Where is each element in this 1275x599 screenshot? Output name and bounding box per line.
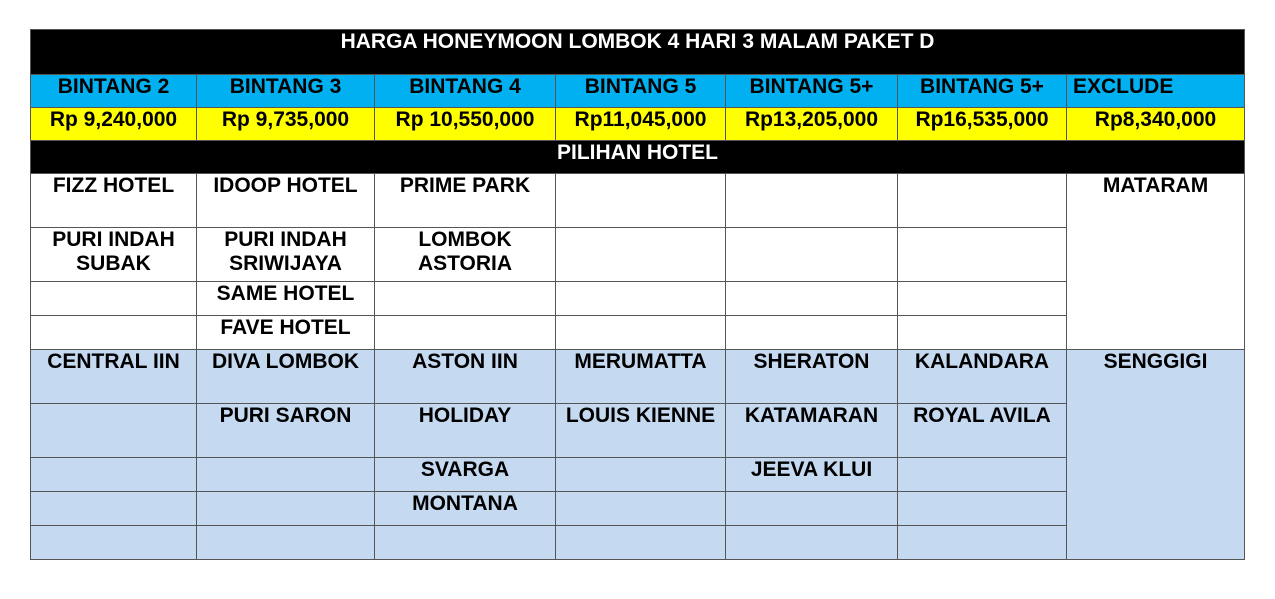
hotel-cell: MONTANA [375,492,556,526]
hotel-cell: LOMBOK ASTORIA [375,228,556,282]
hotel-cell [726,526,898,560]
header-exclude: EXCLUDE [1067,75,1245,108]
hotel-cell: PURI INDAH SUBAK [31,228,197,282]
hotel-cell [898,228,1067,282]
hotel-cell [31,316,197,350]
city-mataram: MATARAM [1067,174,1245,350]
table-title: HARGA HONEYMOON LOMBOK 4 HARI 3 MALAM PAKET D [31,30,1245,75]
price-exclude: Rp8,340,000 [1067,108,1245,141]
hotel-cell [31,526,197,560]
hotel-cell: HOLIDAY [375,404,556,458]
hotel-cell [375,526,556,560]
header-bintang-4: BINTANG 4 [375,75,556,108]
hotel-cell: SHERATON [726,350,898,404]
hotel-cell [31,458,197,492]
hotel-cell: CENTRAL IIN [31,350,197,404]
hotel-cell [197,492,375,526]
hotel-cell: KALANDARA [898,350,1067,404]
hotel-cell: MERUMATTA [556,350,726,404]
hotel-cell [556,458,726,492]
price-bintang-5plus-b: Rp16,535,000 [898,108,1067,141]
hotel-cell [726,174,898,228]
hotel-cell [898,316,1067,350]
hotel-cell [31,404,197,458]
hotel-cell [726,228,898,282]
hotel-cell: FIZZ HOTEL [31,174,197,228]
hotel-cell [556,282,726,316]
header-bintang-5plus-a: BINTANG 5+ [726,75,898,108]
hotel-cell [898,174,1067,228]
hotel-cell: PURI SARON [197,404,375,458]
hotel-cell: SVARGA [375,458,556,492]
hotel-cell [31,282,197,316]
price-bintang-5plus-a: Rp13,205,000 [726,108,898,141]
hotel-cell [556,492,726,526]
hotel-cell [31,492,197,526]
hotel-cell [556,316,726,350]
hotel-cell [898,526,1067,560]
hotel-cell [726,282,898,316]
header-bintang-5: BINTANG 5 [556,75,726,108]
hotel-cell: ASTON IIN [375,350,556,404]
hotel-cell: JEEVA KLUI [726,458,898,492]
hotel-cell [197,526,375,560]
header-bintang-3: BINTANG 3 [197,75,375,108]
hotel-cell [556,228,726,282]
hotel-cell: LOUIS KIENNE [556,404,726,458]
hotel-cell: IDOOP HOTEL [197,174,375,228]
price-bintang-3: Rp 9,735,000 [197,108,375,141]
city-senggigi: SENGGIGI [1067,350,1245,560]
hotel-cell: ROYAL AVILA [898,404,1067,458]
hotel-cell [726,492,898,526]
hotel-cell [898,458,1067,492]
hotel-cell [556,526,726,560]
hotel-cell [375,282,556,316]
hotel-cell [898,282,1067,316]
hotel-cell: PRIME PARK [375,174,556,228]
price-bintang-2: Rp 9,240,000 [31,108,197,141]
hotel-cell: PURI INDAH SRIWIJAYA [197,228,375,282]
header-bintang-2: BINTANG 2 [31,75,197,108]
hotel-cell [197,458,375,492]
hotel-cell: DIVA LOMBOK [197,350,375,404]
hotel-cell: KATAMARAN [726,404,898,458]
hotel-cell [375,316,556,350]
price-bintang-5: Rp11,045,000 [556,108,726,141]
honeymoon-price-table [30,29,1245,560]
header-bintang-5plus-b: BINTANG 5+ [898,75,1067,108]
price-bintang-4: Rp 10,550,000 [375,108,556,141]
hotel-options-heading: PILIHAN HOTEL [31,141,1245,174]
hotel-cell: FAVE HOTEL [197,316,375,350]
hotel-cell: SAME HOTEL [197,282,375,316]
hotel-cell [556,174,726,228]
hotel-cell [898,492,1067,526]
hotel-cell [726,316,898,350]
